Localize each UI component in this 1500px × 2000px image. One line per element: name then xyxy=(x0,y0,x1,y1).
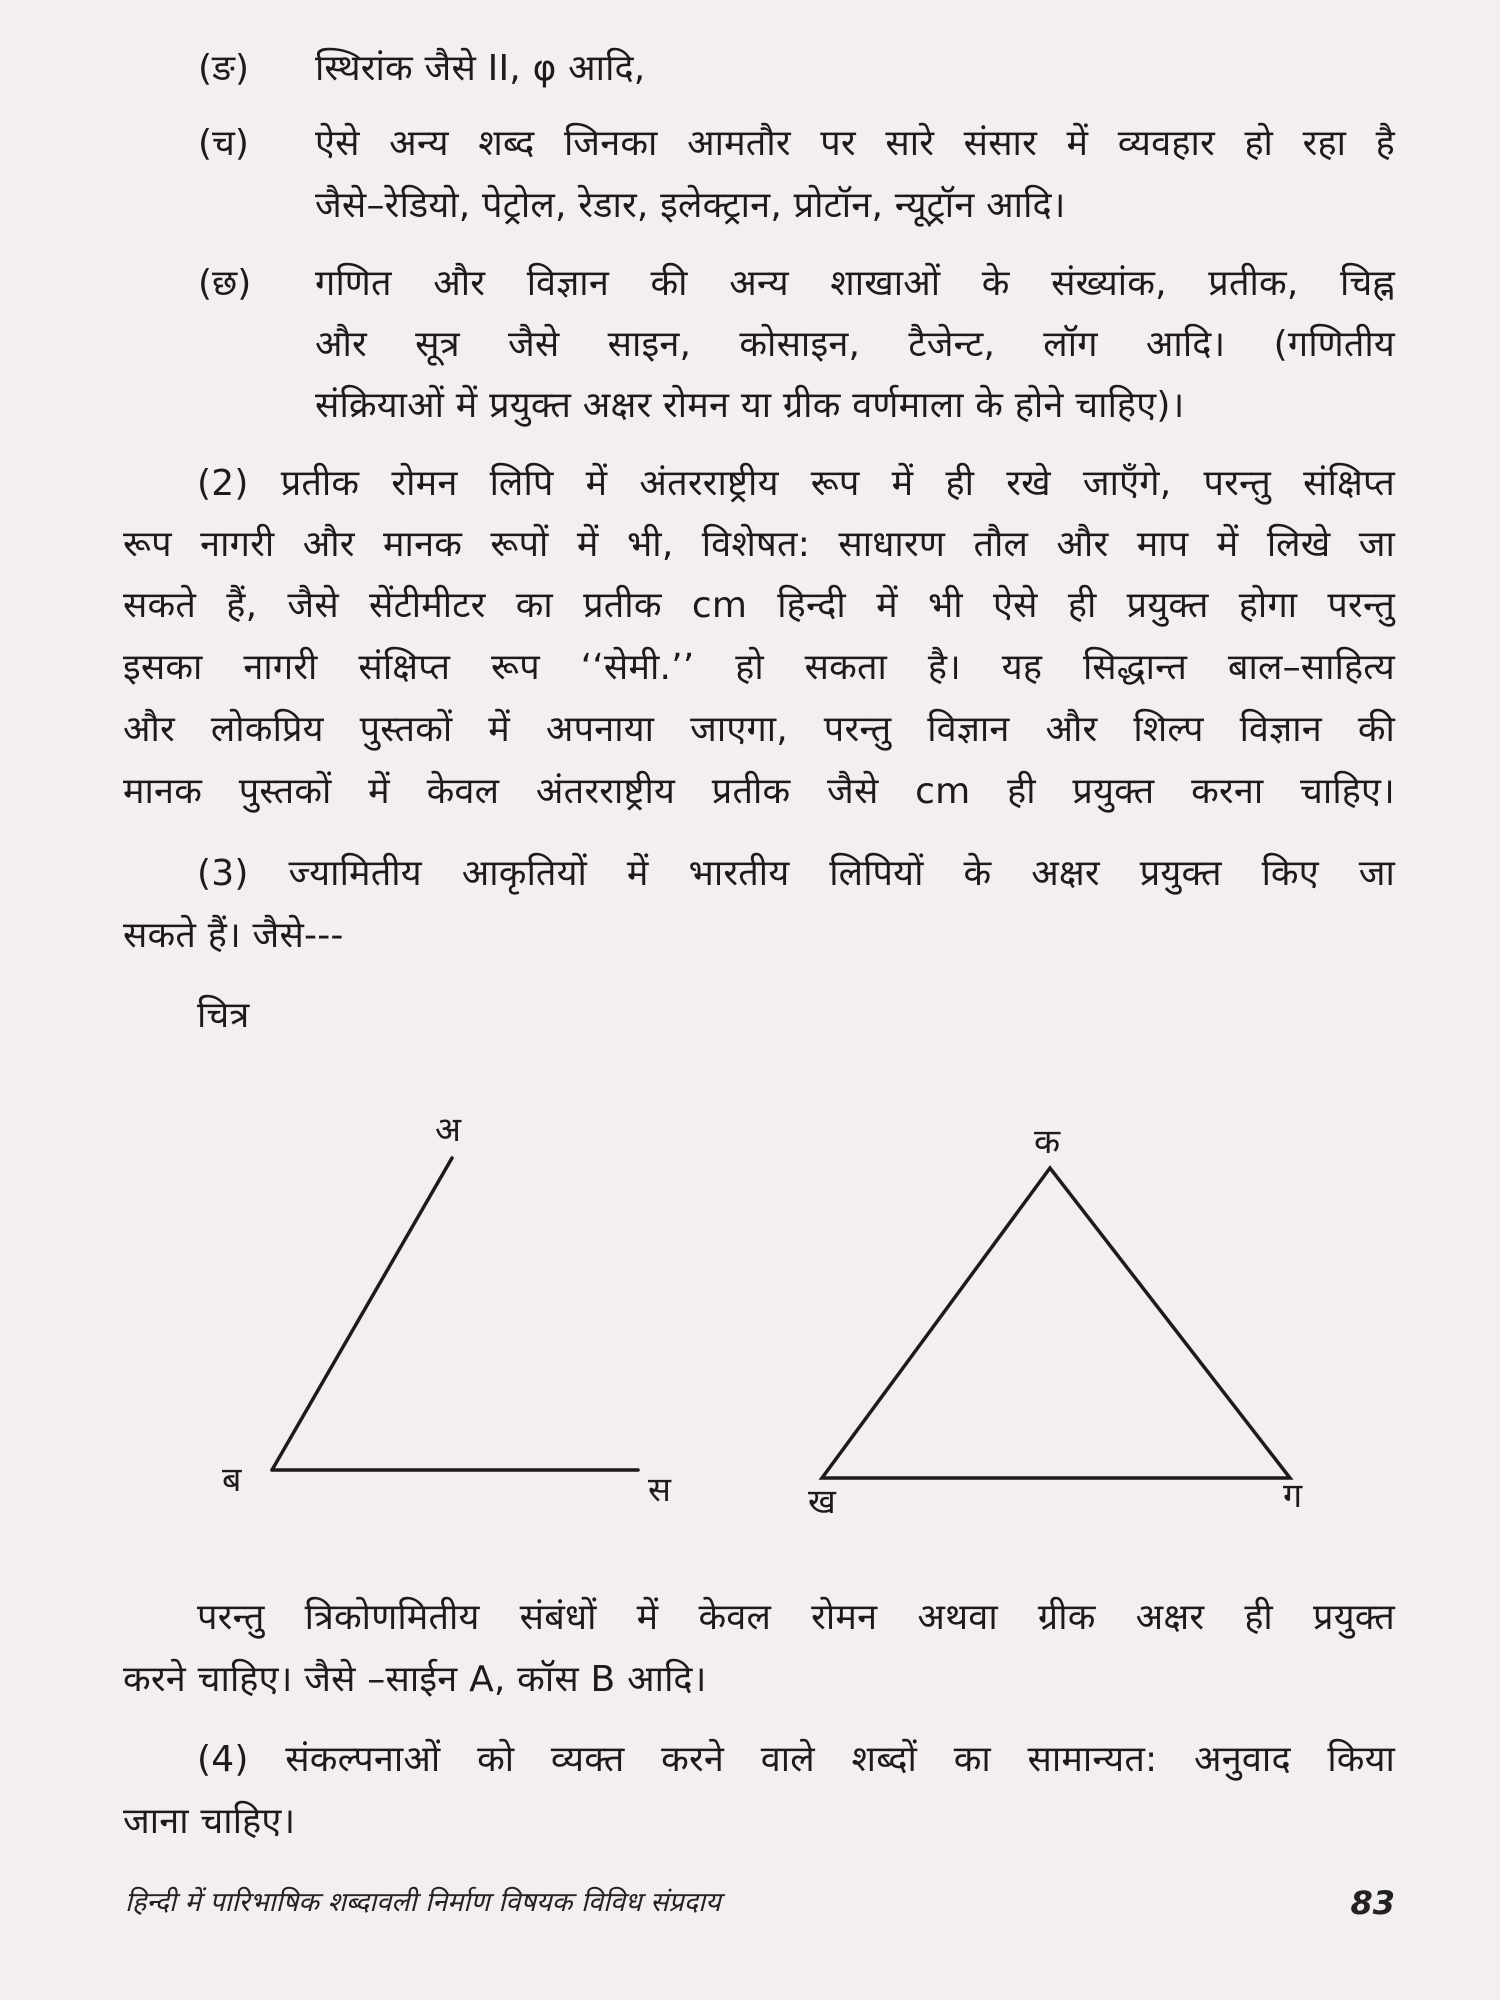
para2-line-4: इसका नागरी संक्षिप्त रूप ‘‘सेमी.’’ हो सकता है। यह सिद्धान्त बाल–साहित्य xyxy=(123,647,1395,688)
item-nga-line-1: स्थिरांक जैसे II, φ आदि, xyxy=(315,48,646,89)
item-marker-cha: (च) xyxy=(198,123,249,164)
running-footer-title: हिन्दी में पारिभाषिक शब्दावली निर्माण विषयक विविध संप्रदाय xyxy=(125,1887,721,1918)
para2-line-3: सकते हैं, जैसे सेंटीमीटर का प्रतीक cm हिन्दी में भी ऐसे ही प्रयुक्त होगा परन्तु xyxy=(123,585,1395,626)
triangle-shape xyxy=(822,1168,1290,1478)
para3-line-1: (3) ज्यामितीय आकृतियों में भारतीय लिपियों के अक्षर प्रयुक्त किए जा xyxy=(197,853,1395,894)
item-chha-line-2: और सूत्र जैसे साइन, कोसाइन, टैजेन्ट, लॉग आदि। (गणितीय xyxy=(315,324,1395,365)
para2-line-6: मानक पुस्तकों में केवल अंतरराष्ट्रीय प्रतीक जैसे cm ही प्रयुक्त करना चाहिए। xyxy=(123,771,1395,812)
figure-caption: चित्र xyxy=(197,995,250,1036)
angle-label-top: अ xyxy=(435,1110,461,1150)
para2-line-2: रूप नागरी और मानक रूपों में भी, विशेषत: साधारण तौल और माप में लिखे जा xyxy=(123,524,1395,565)
angle-label-vertex: ब xyxy=(222,1460,242,1500)
para4-line-2: जाना चाहिए। xyxy=(123,1801,296,1842)
angle-label-end: स xyxy=(648,1470,671,1510)
item-marker-nga: (ङ) xyxy=(198,48,250,89)
para2-line-5: और लोकप्रिय पुस्तकों में अपनाया जाएगा, परन्तु विज्ञान और शिल्प विज्ञान की xyxy=(123,709,1395,750)
triangle-label-right: ग xyxy=(1283,1476,1303,1516)
triangle-label-top: क xyxy=(1034,1122,1061,1162)
triangle-label-left: ख xyxy=(808,1482,836,1522)
page-number: 83 xyxy=(1350,1884,1395,1922)
angle-figure xyxy=(272,1158,638,1470)
item-cha-line-1: ऐसे अन्य शब्द जिनका आमतौर पर सारे संसार में व्यवहार हो रहा है xyxy=(315,123,1395,164)
para4-line-1: (4) संकल्पनाओं को व्यक्त करने वाले शब्दों का सामान्यत: अनुवाद किया xyxy=(197,1739,1395,1780)
item-marker-chha: (छ) xyxy=(198,263,252,304)
trig-para-line-1: परन्तु त्रिकोणमितीय संबंधों में केवल रोमन अथवा ग्रीक अक्षर ही प्रयुक्त xyxy=(197,1597,1395,1638)
item-cha-line-2: जैसे–रेडियो, पेट्रोल, रेडार, इलेक्ट्रान, प्रोटॉन, न्यूट्रॉन आदि। xyxy=(315,185,1066,226)
trig-para-line-2: करने चाहिए। जैसे –साईन A, कॉस B आदि। xyxy=(123,1659,707,1700)
para3-line-2: सकते हैं। जैसे--- xyxy=(123,915,344,956)
angle-arm-line xyxy=(272,1158,452,1470)
item-chha-line-1: गणित और विज्ञान की अन्य शाखाओं के संख्यांक, प्रतीक, चिह्न xyxy=(315,263,1395,304)
para2-line-1: (2) प्रतीक रोमन लिपि में अंतरराष्ट्रीय रूप में ही रखे जाएँगे, परन्तु संक्षिप्त xyxy=(197,463,1395,504)
item-chha-line-3: संक्रियाओं में प्रयुक्त अक्षर रोमन या ग्रीक वर्णमाला के होने चाहिए)। xyxy=(315,385,1185,426)
